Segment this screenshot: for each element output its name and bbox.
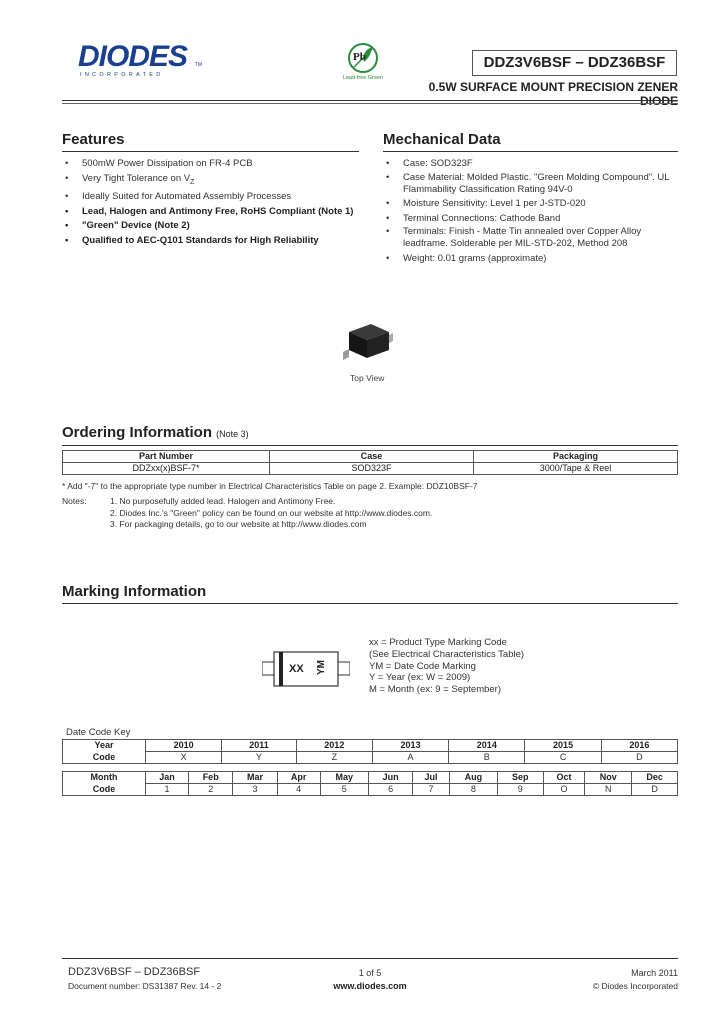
notes-list [110, 496, 432, 531]
year-cell: 2014 [449, 740, 525, 752]
legend-line: YM = Date Code Marking [369, 660, 476, 672]
marking-ym: YM [316, 660, 327, 675]
table-row [63, 772, 678, 784]
code-cell: X [146, 752, 222, 764]
marking-section [62, 583, 678, 604]
code-cell: Y [222, 752, 296, 764]
note-item: 1. No purposefully added lead. Halogen and Antimony Free. [110, 496, 336, 506]
diodes-logo [78, 42, 206, 80]
document-subtitle: 0.5W SURFACE MOUNT PRECISION ZENER DIODE [428, 80, 678, 108]
code-cell: 8 [449, 784, 497, 796]
legend-line: Y = Year (ex: W = 2009) [369, 672, 471, 684]
year-cell: 2015 [525, 740, 601, 752]
lead-free-green-badge [335, 43, 391, 85]
marking-title: Marking Information [62, 583, 678, 604]
marking-package-diagram [262, 651, 350, 687]
ordering-table [62, 450, 678, 475]
ordering-title: Ordering Information (Note 3) [62, 424, 678, 446]
marking-legend [369, 637, 524, 696]
code-cell: 5 [320, 784, 368, 796]
code-cell: 6 [368, 784, 412, 796]
year-cell: 2011 [222, 740, 296, 752]
code-cell: A [372, 752, 448, 764]
logo-trademark: TM [194, 62, 202, 68]
month-cell: Mar [233, 772, 277, 784]
table-header-row [63, 451, 678, 463]
mechanical-list [383, 157, 678, 265]
month-cell: Oct [543, 772, 585, 784]
marking-xx: XX [289, 663, 304, 675]
code-cell: N [585, 784, 632, 796]
month-cell: Jan [146, 772, 189, 784]
features-section [62, 131, 359, 248]
footer-date: March 2011 [631, 968, 678, 978]
footer-document-number: Document number: DS31387 Rev. 14 - 2 [68, 981, 222, 991]
code-cell: D [601, 752, 677, 764]
table-cell: DDZxx(x)BSF-7* [63, 463, 270, 475]
legend-line: (See Electrical Characteristics Table) [369, 648, 525, 660]
month-cell: Nov [585, 772, 632, 784]
month-cell: Jun [368, 772, 412, 784]
code-cell: 7 [413, 784, 450, 796]
month-cell: Apr [277, 772, 320, 784]
code-cell: 9 [497, 784, 543, 796]
list-item: • Terminal Connections: Cathode Band [383, 212, 678, 225]
year-code-table [62, 739, 678, 764]
footer-copyright: © Diodes Incorporated [592, 981, 678, 991]
header-divider [62, 100, 678, 104]
row-label: Code [63, 752, 146, 764]
table-row [63, 740, 678, 752]
mechanical-data-title: Mechanical Data [383, 131, 678, 152]
pb-free-icon [348, 43, 378, 73]
part-number-title: DDZ3V6BSF – DDZ36BSF [472, 50, 677, 76]
code-cell: 4 [277, 784, 320, 796]
mechanical-data-section [383, 131, 678, 266]
list-item: • Qualified to AEC-Q101 Standards for High Reliability [62, 234, 359, 247]
logo-subtitle: INCORPORATED [80, 72, 164, 78]
sod323f-package-image [343, 322, 393, 362]
features-title: Features [62, 131, 359, 152]
code-cell: Z [296, 752, 372, 764]
legend-line: M = Month (ex: 9 = September) [369, 684, 502, 696]
table-cell: SOD323F [270, 463, 474, 475]
month-cell: Sep [497, 772, 543, 784]
logo-text: DIODES [78, 40, 188, 73]
code-cell: D [632, 784, 678, 796]
list-item: • Lead, Halogen and Antimony Free, RoHS Compliant (Note 1) [62, 205, 359, 218]
footer-website-link[interactable]: www.diodes.com [333, 981, 407, 991]
footer-page-number: 1 of 5 [358, 968, 382, 978]
code-cell: 1 [146, 784, 189, 796]
year-cell: 2010 [146, 740, 222, 752]
row-label: Month [63, 772, 146, 784]
code-cell: C [525, 752, 601, 764]
top-view-caption: Top View [350, 373, 385, 383]
month-cell: Feb [189, 772, 233, 784]
code-cell: O [543, 784, 585, 796]
code-cell: 2 [189, 784, 233, 796]
month-cell: Aug [449, 772, 497, 784]
column-header: Part Number [63, 451, 270, 463]
column-header: Case [270, 451, 474, 463]
list-item: • Ideally Suited for Automated Assembly Processes [62, 190, 359, 203]
table-cell: 3000/Tape & Reel [474, 463, 678, 475]
list-item: • Weight: 0.01 grams (approximate) [383, 252, 678, 265]
month-cell: Dec [632, 772, 678, 784]
row-label: Year [63, 740, 146, 752]
pb-symbol: Pb [353, 51, 366, 63]
list-item: • Terminals: Finish - Matte Tin annealed over Copper Alloy leadframe. Solderable per MIL-STD-202, Method 208 [383, 226, 678, 250]
month-code-table [62, 771, 678, 796]
year-cell: 2016 [601, 740, 677, 752]
table-row [63, 784, 678, 796]
ordering-section [62, 424, 678, 446]
table-row [63, 463, 678, 475]
year-cell: 2012 [296, 740, 372, 752]
code-cell: B [449, 752, 525, 764]
list-item: • 500mW Power Dissipation on FR-4 PCB [62, 157, 359, 170]
footer-divider [62, 958, 678, 961]
date-code-key-label: Date Code Key [66, 727, 131, 738]
features-list [62, 157, 359, 247]
legend-line: xx = Product Type Marking Code [369, 637, 507, 648]
list-item: • Very Tight Tolerance on $V_Z$ [62, 172, 359, 189]
lead-free-label: Lead-free Green [342, 75, 384, 81]
list-item: • "Green" Device (Note 2) [62, 219, 359, 232]
table-row [63, 752, 678, 764]
month-cell: Jul [413, 772, 450, 784]
note-item: 2. Diodes Inc.'s "Green" policy can be found on our website at http://www.diodes.com. [110, 507, 433, 518]
code-cell: 3 [233, 784, 277, 796]
list-item: • Moisture Sensitivity: Level 1 per J-STD-020 [383, 197, 678, 210]
column-header: Packaging [474, 451, 678, 463]
month-cell: May [320, 772, 368, 784]
footer-part-number: DDZ3V6BSF – DDZ36BSF [68, 966, 201, 978]
note-item: 3. For packaging details, go to our website at http://www.diodes.com [110, 519, 367, 529]
row-label: Code [63, 784, 146, 796]
ordering-note-ref: (Note 3) [216, 429, 249, 439]
notes-label: Notes: [62, 496, 87, 506]
year-cell: 2013 [372, 740, 448, 752]
list-item: • Case: SOD323F [383, 157, 678, 170]
ordering-footnote: * Add "-7" to the appropriate type number in Electrical Characteristics Table on page 2. Example: DDZ10BSF-7 [62, 481, 478, 491]
list-item: • Case Material: Molded Plastic. "Green Molding Compound". UL Flammability Classification Rating 94V-0 [383, 172, 678, 196]
